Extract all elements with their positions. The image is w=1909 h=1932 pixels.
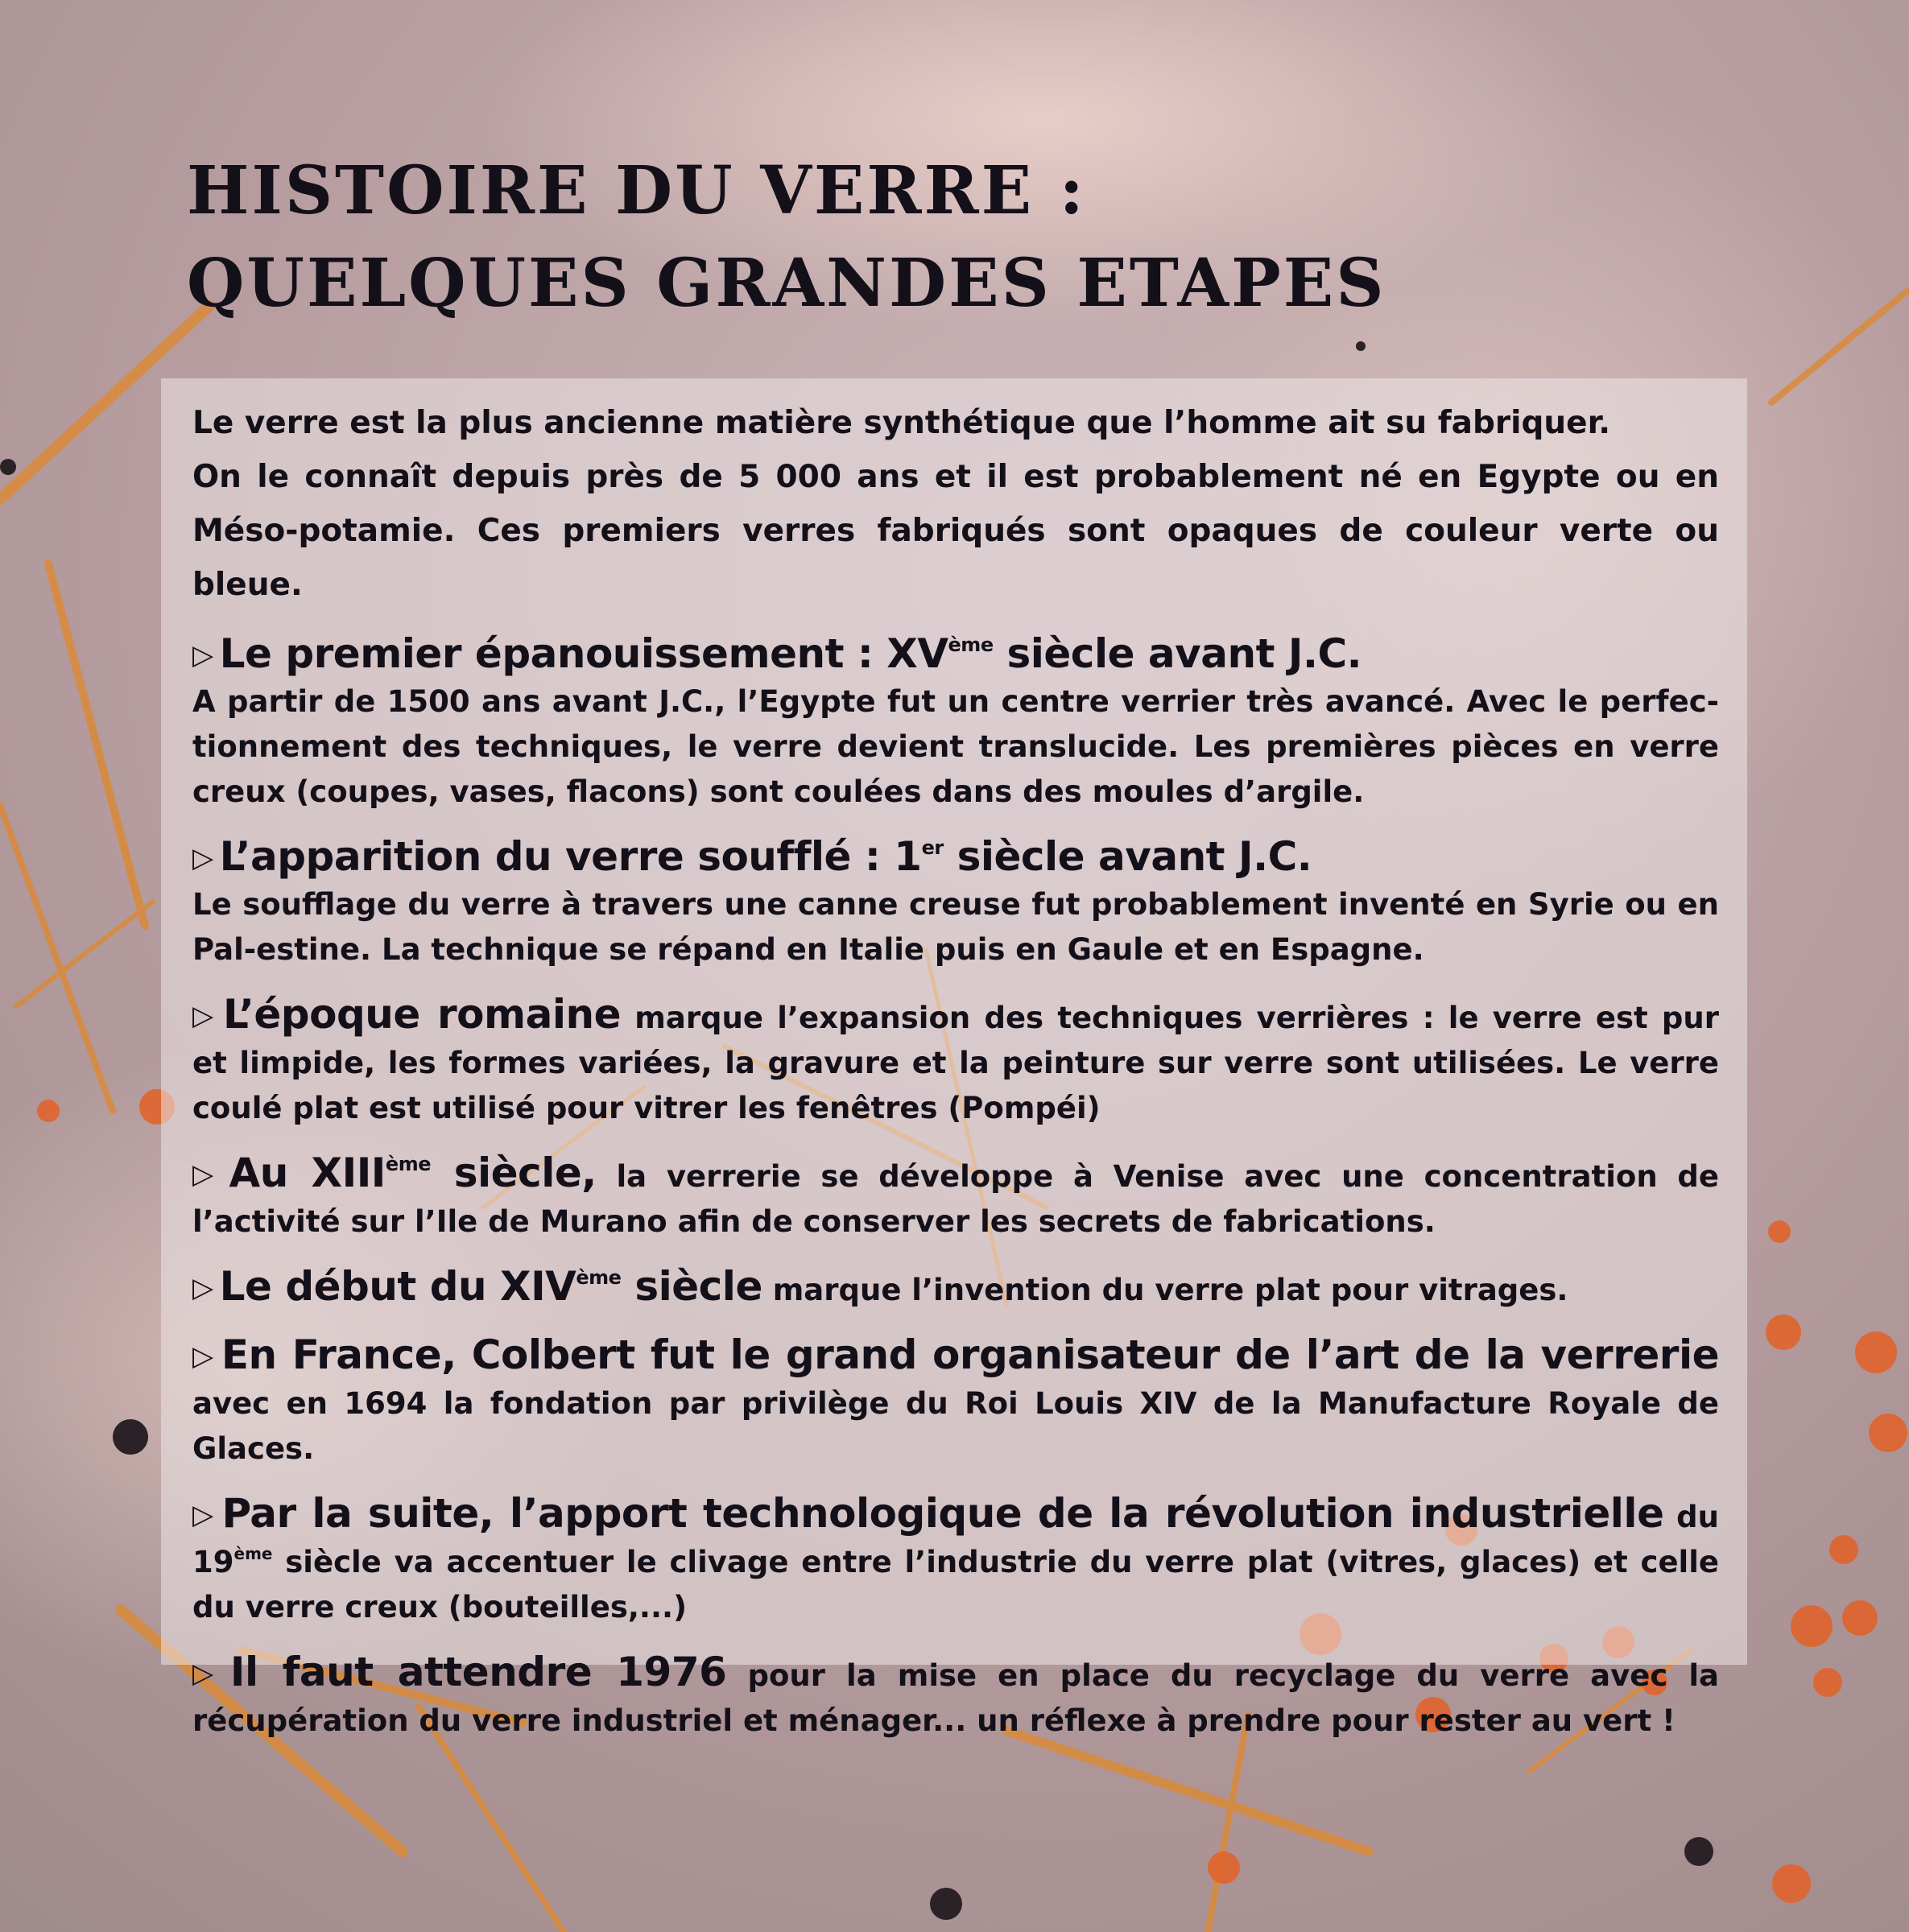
section-body: du 19ème siècle va accentuer le clivage entre l’industrie du verre plat (vitres, glaces) et celle du verre creux (bouteilles,...) <box>192 1500 1719 1624</box>
triangle-bullet-icon: ▷ <box>192 1657 224 1690</box>
section-recycling <box>192 1648 1719 1744</box>
section-body: A partir de 1500 ans avant J.C., l’Egypte fut un centre verrier très avancé. Avec le perfec-tionnement des techniques, le verre devient translucide. Les premières pièces en verre creux (coupes, vases, flacons) sont coulées dans des moules d’argile. <box>192 684 1719 809</box>
page-title-line-1: HISTOIRE DU VERRE : <box>187 152 1086 229</box>
section-paragraph <box>192 990 1719 1131</box>
page-title-line-2: QUELQUES GRANDES ETAPES <box>187 245 1386 322</box>
section-heading: ▷ Le début du XIVème siècle <box>192 1263 762 1310</box>
section-heading: ▷ L’apparition du verre soufflé : 1er siècle avant J.C. <box>192 833 1312 880</box>
section-heading: ▷ Par la suite, l’apport technologique de la révolution industrielle <box>192 1490 1664 1537</box>
text-panel <box>161 378 1747 1738</box>
section-industrial-revolution <box>192 1489 1719 1630</box>
triangle-bullet-icon: ▷ <box>192 639 213 671</box>
intro-line-2: On le connaît depuis près de 5 000 ans et il est probablement né en Egypte ou en Méso-potamie. Ces premiers verres fabriqués sont opaques de couleur verte ou bleue. <box>192 459 1719 603</box>
triangle-bullet-icon: ▷ <box>192 1340 215 1373</box>
section-heading: ▷ Le premier épanouissement : XVème siècle avant J.C. <box>192 630 1362 677</box>
triangle-bullet-icon: ▷ <box>192 1000 217 1032</box>
section-colbert <box>192 1331 1719 1472</box>
section-13th-century <box>192 1149 1719 1245</box>
page-title <box>187 145 1386 330</box>
section-roman-era <box>192 990 1719 1131</box>
section-paragraph <box>192 1262 1719 1313</box>
section-heading: ▷ En France, Colbert fut le grand organisateur de l’art de la verrerie <box>192 1331 1719 1378</box>
section-paragraph <box>192 1331 1719 1472</box>
section-body: marque l’invention du verre plat pour vitrages. <box>762 1273 1568 1307</box>
triangle-bullet-icon: ▷ <box>192 1499 216 1531</box>
section-body: avec en 1694 la fondation par privilège du Roi Louis XIV de la Manufacture Royale de Glaces. <box>192 1386 1719 1466</box>
section-heading: ▷ Au XIIIème siècle, <box>192 1150 597 1196</box>
section-paragraph <box>192 1489 1719 1630</box>
section-body: pour la mise en place du recyclage du verre avec la récupération du verre industriel et ménager... un réflexe à prendre pour rester au vert ! <box>192 1658 1720 1738</box>
section-14th-century <box>192 1262 1719 1313</box>
triangle-bullet-icon: ▷ <box>192 842 213 874</box>
section-first-blooming <box>192 630 1719 815</box>
section-body: marque l’expansion des techniques verrières : le verre est pur et limpide, les formes variées, la gravure et la peinture sur verre sont utilisées. Le verre coulé plat est utilisé pour vitrer les fenêtres (Pompéi) <box>192 1001 1720 1125</box>
section-paragraph <box>192 1149 1719 1245</box>
intro-line-1: Le verre est la plus ancienne matière synthétique que l’homme ait su fabriquer. <box>192 405 1611 441</box>
section-heading: ▷ L’époque romaine <box>192 991 622 1038</box>
section-blown-glass <box>192 832 1719 972</box>
triangle-bullet-icon: ▷ <box>192 1272 213 1304</box>
intro-paragraph <box>192 396 1719 612</box>
triangle-bullet-icon: ▷ <box>192 1158 223 1191</box>
section-body: Le soufflage du verre à travers une canne creuse fut probablement inventé en Syrie ou en Pal-estine. La technique se répand en Italie puis en Gaule et en Espagne. <box>192 887 1719 967</box>
section-body: la verrerie se développe à Venise avec une concentration de l’activité sur l’Ile de Murano afin de conserver les secrets de fabrications. <box>192 1159 1720 1239</box>
section-heading: ▷ Il faut attendre 1976 <box>192 1649 727 1695</box>
section-paragraph <box>192 1648 1719 1744</box>
